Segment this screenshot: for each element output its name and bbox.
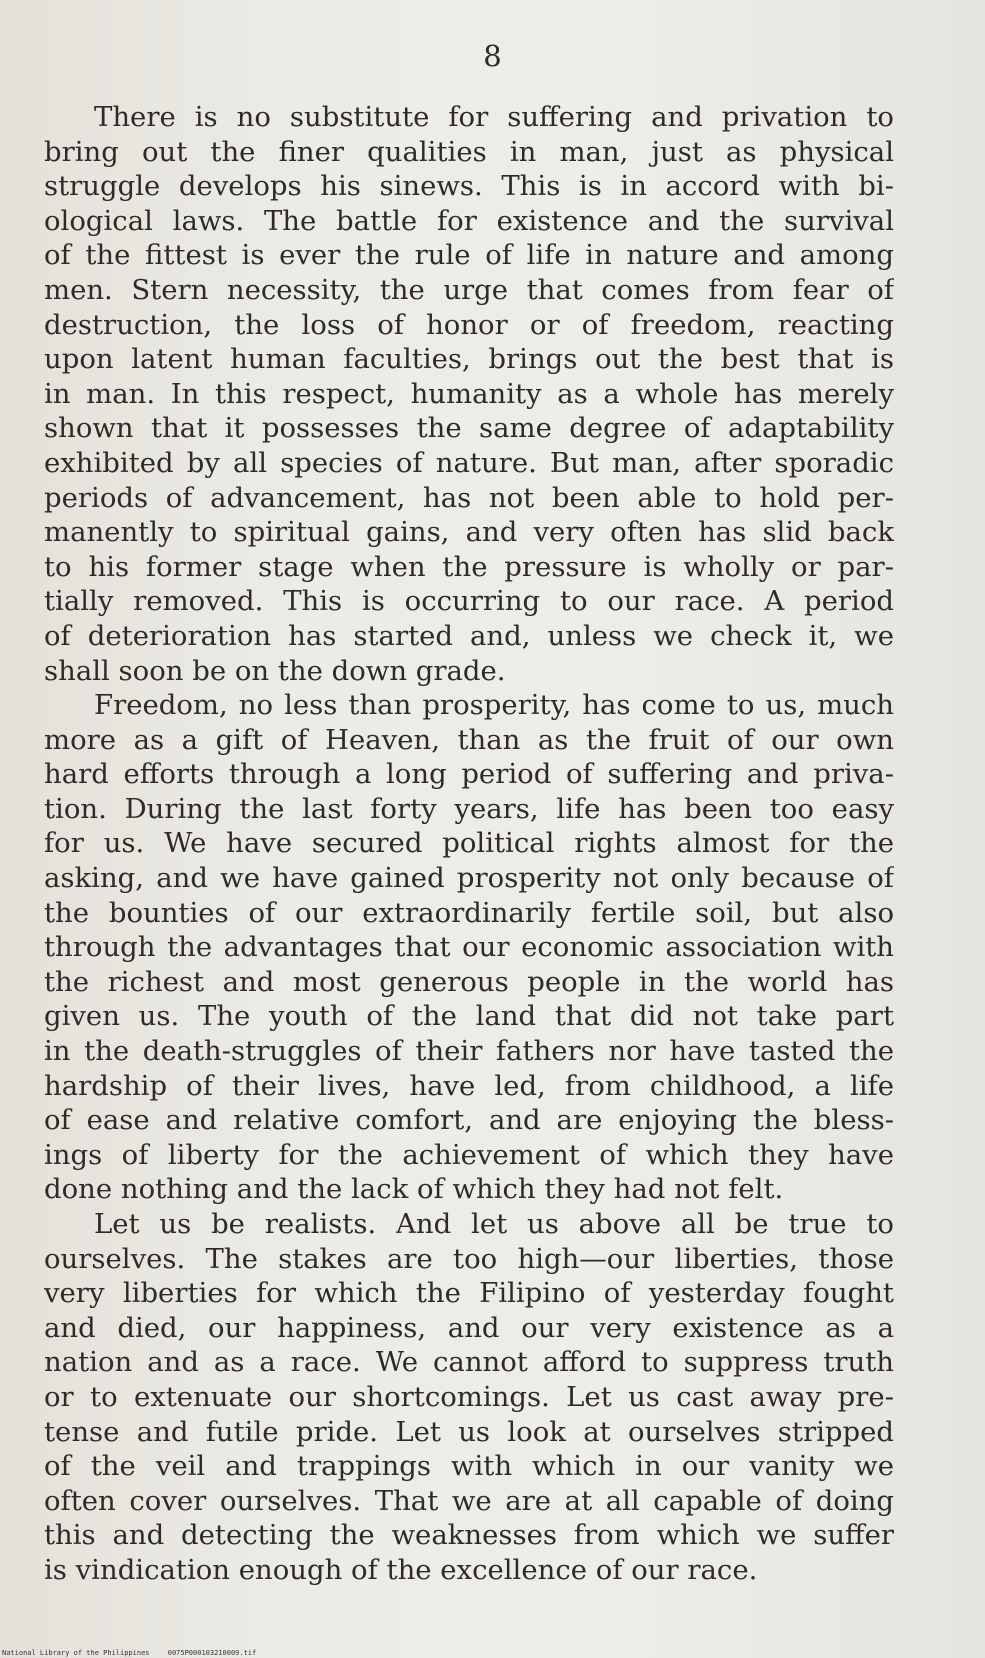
text-line: this and detecting the weaknesses from which we suffer [44, 1519, 894, 1552]
text-line: often cover ourselves. That we are at all capable of doing [44, 1484, 894, 1517]
text-line: upon latent human faculties, brings out the best that is [44, 343, 894, 376]
text-line: the bounties of our extraordinarily fertile soil, but also [44, 896, 894, 929]
text-line: in man. In this respect, humanity as a whole has merely [44, 377, 894, 410]
text-line: ourselves. The stakes are too high—our liberties, those [44, 1242, 894, 1275]
text-line: tense and futile pride. Let us look at ourselves stripped [44, 1415, 894, 1448]
text-line: tion. During the last forty years, life has been too easy [44, 792, 894, 825]
text-line: manently to spiritual gains, and very often has slid back [44, 516, 894, 549]
text-line: shown that it possesses the same degree of adaptability [44, 412, 894, 445]
paragraph [44, 688, 894, 1207]
text-line: struggle develops his sinews. This is in accord with bi- [44, 170, 894, 203]
text-line: of the fittest is ever the rule of life in nature and among [44, 239, 894, 272]
body-text [44, 100, 894, 1588]
text-line: of the veil and trappings with which in our vanity we [44, 1450, 894, 1483]
text-line: There is no substitute for suffering and privation to [94, 101, 894, 133]
text-line: nation and as a race. We cannot afford to suppress truth [44, 1346, 894, 1379]
text-line: given us. The youth of the land that did not take part [44, 1000, 894, 1033]
text-line: very liberties for which the Filipino of yesterday fought [44, 1277, 894, 1310]
scan-footer [2, 1649, 256, 1658]
paragraph [44, 100, 894, 688]
text-line: shall soon be on the down grade. [44, 654, 506, 687]
text-line: more as a gift of Heaven, than as the fruit of our own [44, 723, 894, 756]
text-line: Let us be realists. And let us above all be true to [94, 1208, 894, 1240]
text-line: hard efforts through a long period of suffering and priva- [44, 758, 894, 791]
text-line: through the advantages that our economic association with [44, 931, 894, 964]
text-line: ological laws. The battle for existence and the survival [44, 204, 894, 237]
text-line: of deterioration has started and, unless we check it, we [44, 619, 894, 652]
text-line: hardship of their lives, have led, from childhood, a life [44, 1069, 894, 1102]
text-line: is vindication enough of the excellence of our race. [44, 1553, 758, 1586]
text-line: periods of advancement, has not been able to hold per- [44, 481, 894, 514]
text-line: asking, and we have gained prosperity not only because of [44, 862, 894, 895]
text-line: done nothing and the lack of which they had not felt. [44, 1173, 784, 1206]
text-line: men. Stern necessity, the urge that comes from fear of [44, 273, 894, 306]
text-line: the richest and most generous people in the world has [44, 965, 894, 998]
text-line: Freedom, no less than prosperity, has come to us, much [94, 689, 894, 722]
text-line: exhibited by all species of nature. But man, after sporadic [44, 446, 894, 479]
text-line: tially removed. This is occurring to our race. A period [44, 585, 894, 618]
footer-library: National Library of the Philippines [2, 1649, 150, 1657]
text-line: destruction, the loss of honor or of freedom, reacting [44, 308, 894, 341]
footer-file: 0075P000103210009.tif [167, 1649, 257, 1657]
text-line: and died, our happiness, and our very existence as a [44, 1311, 894, 1344]
text-line: of ease and relative comfort, and are enjoying the bless- [44, 1104, 894, 1137]
page-number: 8 [483, 39, 502, 73]
paragraph [44, 1207, 894, 1588]
text-line: or to extenuate our shortcomings. Let us cast away pre- [44, 1380, 894, 1413]
text-line: for us. We have secured political rights almost for the [44, 827, 894, 860]
text-line: bring out the finer qualities in man, just as physical [44, 135, 894, 168]
text-line: ings of liberty for the achievement of which they have [44, 1138, 894, 1171]
text-line: to his former stage when the pressure is wholly or par- [44, 550, 894, 583]
text-line: in the death-struggles of their fathers nor have tasted the [44, 1035, 894, 1068]
